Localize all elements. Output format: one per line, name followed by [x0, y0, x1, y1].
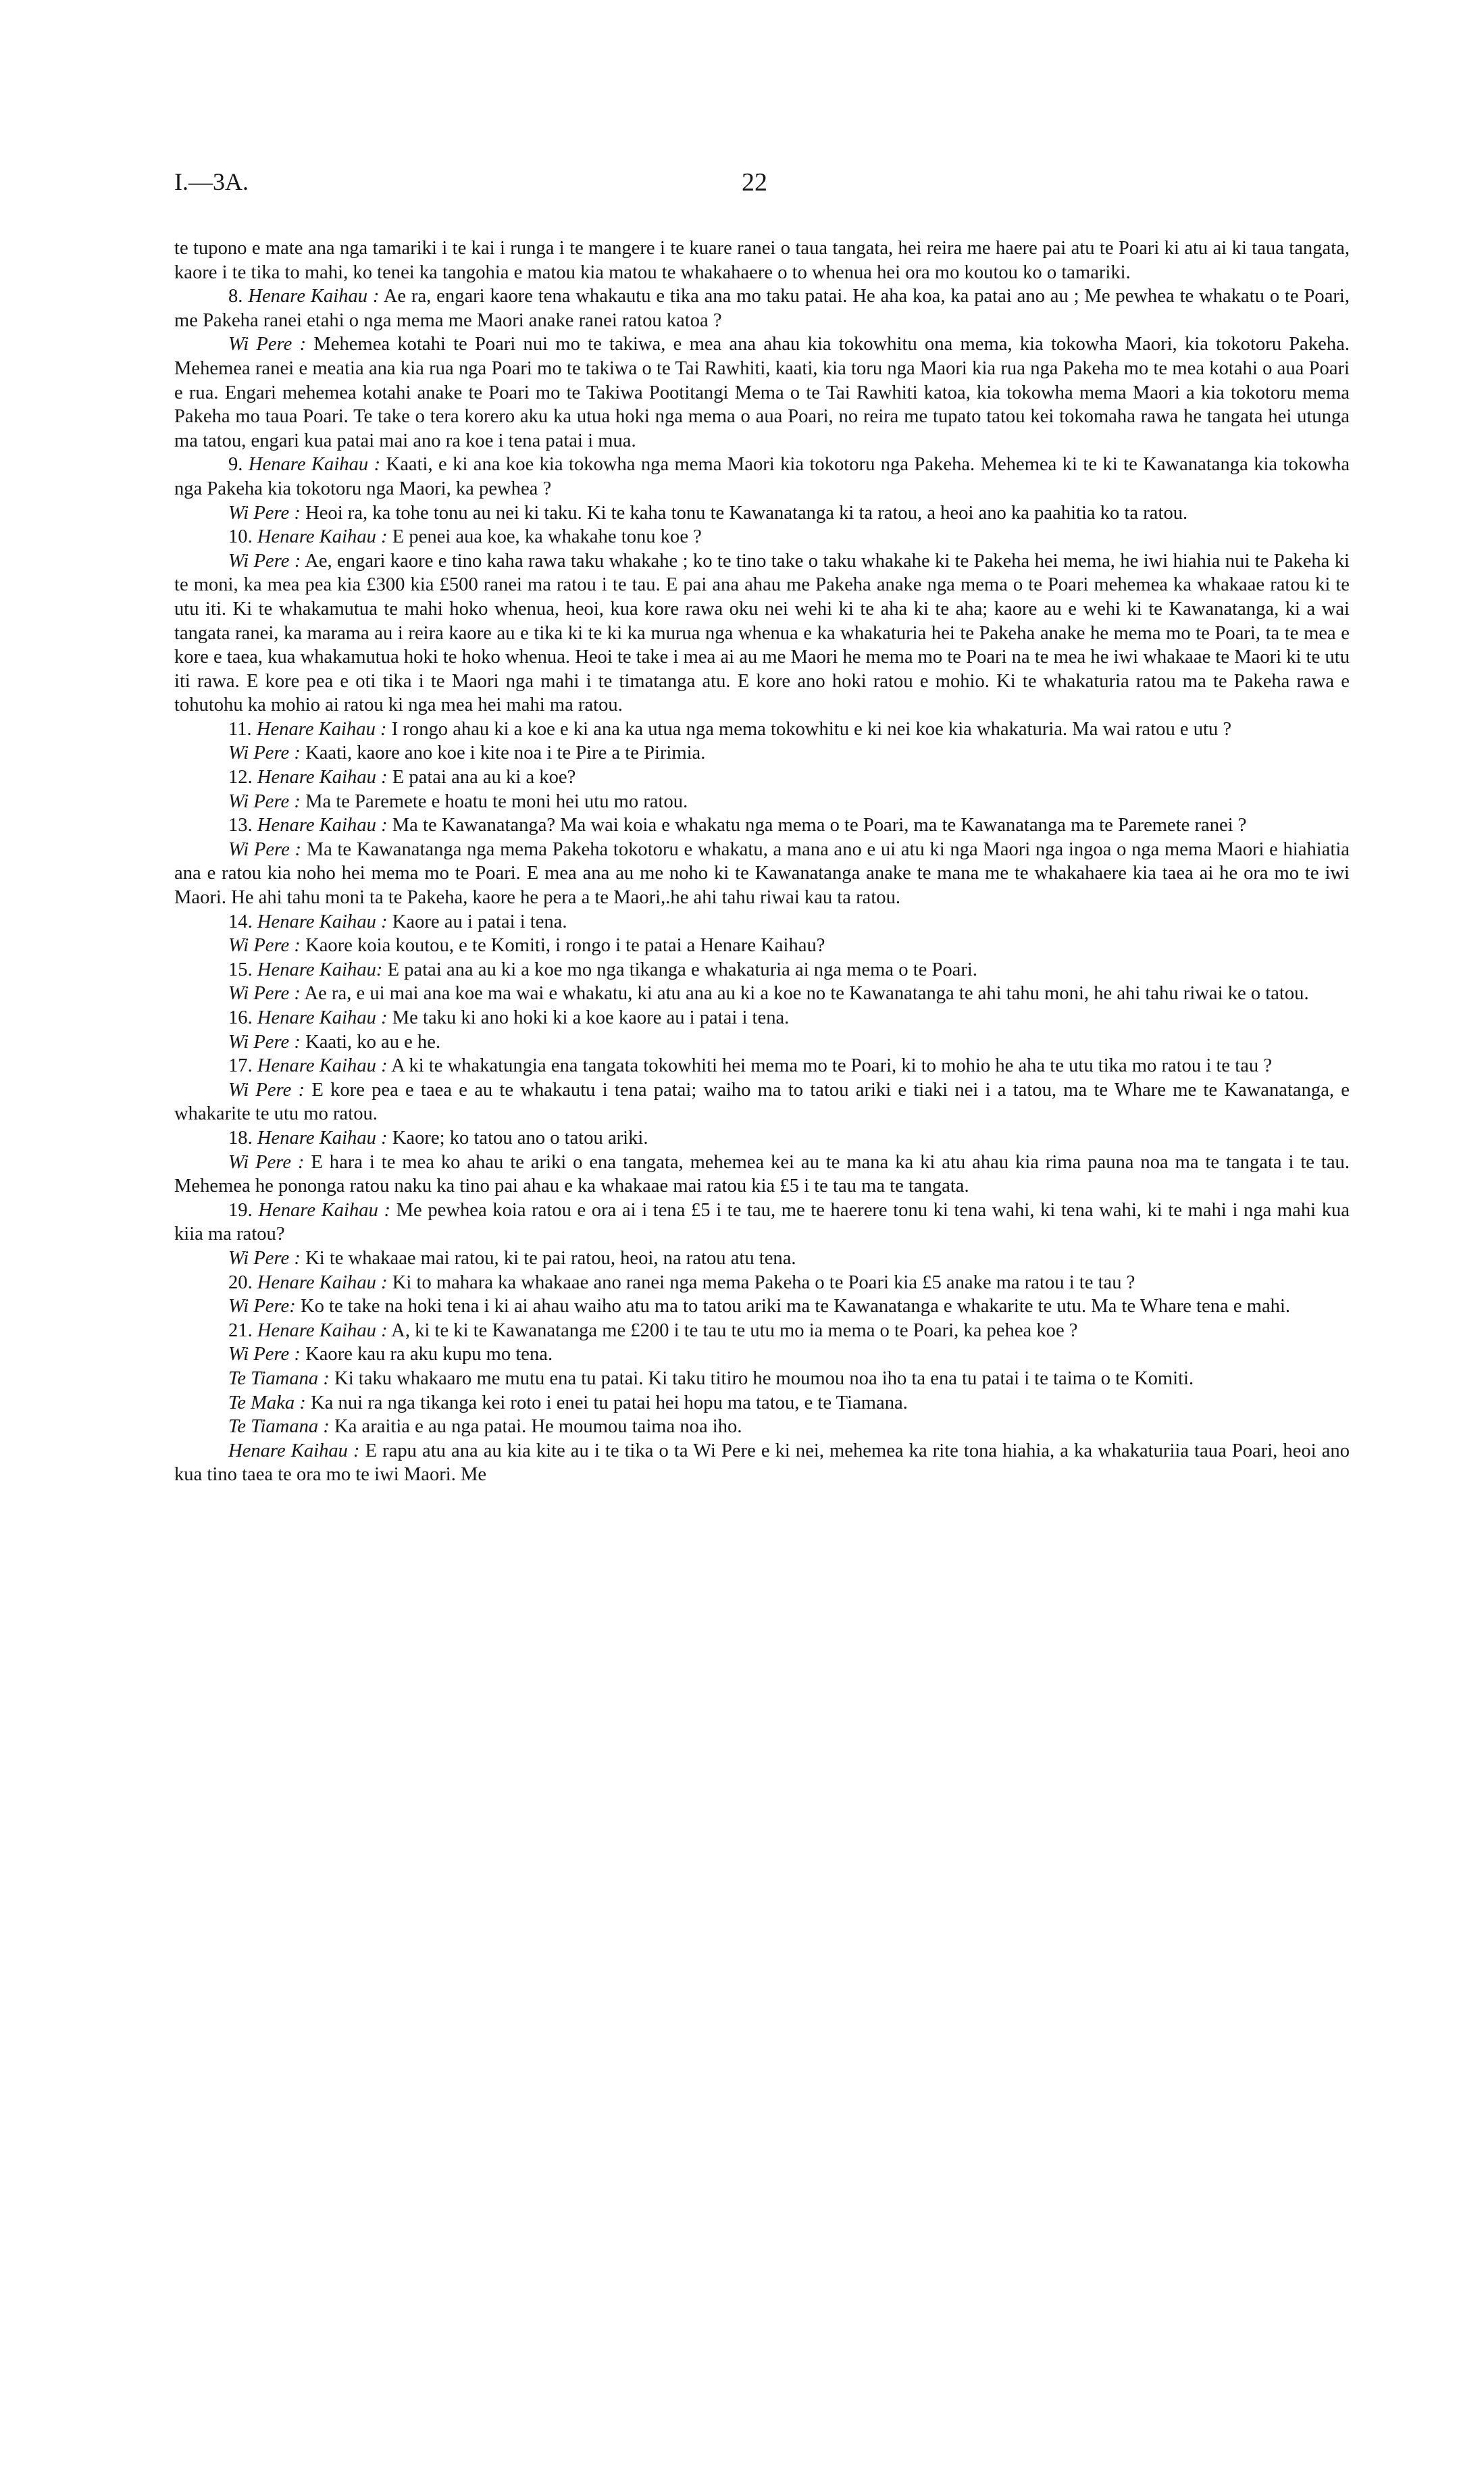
speaker-name: Henare Kaihau : — [257, 526, 388, 548]
speaker-name: Wi Pere: — [228, 1296, 296, 1317]
speech-text: Mehemea kotahi te Poari nui mo te takiwa, e mea ana ahau kia tokowhitu ona mema, kia tokowha Maori, kia tokotoru Pakeha. Mehemea ranei e meatia ana kia rua nga Poari mo te takiwa o te Tai Rawhiti, kaati, kia toru nga Maori kia rua nga Pakeha mo te mea kotahi o aua Poari e rua. Engari mehemea kotahi anake te Poari mo te Takiwa Pootitangi Mema o te Tai Rawhiti katoa, kia tokowha mema Maori a kia tokotoru mema Pakeha mo taua Poari. Te take o tera korero aku ka utua hoki nga mema o aua Poari, no reira me tupato tatou kei tokomaha rawa he tangata hei utunga ma tatou, engari kua patai mai ano ra koe i tena patai i mua. — [174, 334, 1350, 451]
transcript-paragraph — [174, 934, 1350, 958]
question-number: 9. — [228, 454, 249, 476]
speaker-name: Wi Pere : — [228, 1151, 305, 1173]
speaker-name: Wi Pere : — [228, 502, 301, 524]
transcript-paragraph — [174, 1294, 1350, 1319]
speaker-name: Henare Kaihau : — [257, 1319, 388, 1341]
transcript-paragraph — [174, 236, 1350, 284]
speech-text: A ki te whakatungia ena tangata tokowhiti hei mema mo te Poari, ki to mohio he aha te utu tika mo ratou i te tau ? — [387, 1055, 1273, 1077]
speech-text: Ma te Kawanatanga nga mema Pakeha tokotoru e whakatu, a mana ano e ui atu ki nga Maori nga ingoa o nga mema Maori e hiahiatia ana e ratou kia noho hei mema mo te Poari. E mea ana au me noho ki te Kawanatanga anake te mana me te whakahaere kia taea ai he ora mo te iwi Maori. He ahi tahu moni ta te Pakeha, kaore he pera a te Maori,.he ahi tahu riwai kau ta ratou. — [174, 838, 1350, 909]
transcript-paragraph — [174, 910, 1350, 934]
transcript-paragraph — [174, 765, 1350, 790]
question-number: 18. — [228, 1127, 257, 1149]
speaker-name: Wi Pere : — [228, 334, 307, 355]
speech-text: Kaore koia koutou, e te Komiti, i rongo i te patai a Henare Kaihau? — [300, 935, 825, 957]
speaker-name: Wi Pere : — [228, 550, 301, 572]
transcript-paragraph — [174, 284, 1350, 332]
speech-text: Heoi ra, ka tohe tonu au nei ki taku. Ki te kaha tonu te Kawanatanga ki ta ratou, a heoi ano ka paahitia ko ta ratou. — [300, 502, 1188, 524]
speech-text: Ma te Kawanatanga? Ma wai koia e whakatu nga mema o te Poari, ma te Kawanatanga ma te Paremete ranei ? — [387, 815, 1247, 836]
transcript-paragraph — [174, 1078, 1350, 1126]
transcript-paragraph — [174, 1054, 1350, 1078]
speech-text: Ki te whakaae mai ratou, ki te pai ratou, heoi, na ratou atu tena. — [300, 1247, 796, 1269]
speech-text: E hara i te mea ko ahau te ariki o ena tangata, mehemea kei au te mana ka ki atu ahau kia rima pauna noa ma te tangata i te tau. Mehemea he pononga ratou naku ka tino pai ahau e ka whakaae mai ratou kia £5 i te tau ma te tangata. — [174, 1151, 1350, 1197]
transcript-paragraph — [174, 1415, 1350, 1439]
speech-text: E rapu atu ana au kia kite au i te tika o ta Wi Pere e ki nei, mehemea ka rite tona hiahia, a ka whakaturiia taua Poari, heoi ano kua tino taea te ora mo te iwi Maori. Me — [174, 1440, 1350, 1486]
speaker-name: Wi Pere : — [228, 790, 301, 812]
speech-text: Ki to mahara ka whakaae ano ranei nga mema Pakeha o te Poari kia £5 anake ma ratou i te tau ? — [387, 1272, 1135, 1293]
speaker-name: Henare Kaihau : — [257, 911, 388, 932]
question-number: 14. — [228, 911, 257, 932]
speaker-name: Te Tiamana : — [228, 1367, 330, 1389]
speaker-name: Henare Kaihau : — [257, 767, 388, 788]
speaker-name: Wi Pere : — [228, 1344, 301, 1365]
speech-text: Ae ra, engari kaore tena whakautu e tika ana mo taku patai. He aha koa, ka patai ano au ; Me pewhea te whakatu o te Poari, me Pakeha ranei etahi o nga mema me Maori anake ranei ratou katoa ? — [174, 286, 1350, 331]
transcript-paragraph — [174, 1006, 1350, 1030]
speaker-name: Henare Kaihau : — [248, 454, 381, 476]
speech-text: Kaore kau ra aku kupu mo tena. — [300, 1344, 553, 1365]
speaker-name: Henare Kaihau : — [257, 1127, 388, 1149]
speaker-name: Wi Pere : — [228, 1079, 305, 1101]
transcript-paragraph — [174, 1151, 1350, 1199]
transcript-paragraph — [174, 1319, 1350, 1343]
question-number: 20. — [228, 1272, 257, 1293]
speaker-name: Henare Kaihau : — [257, 1007, 388, 1028]
transcript-paragraph — [174, 1342, 1350, 1367]
speaker-name: Te Tiamana : — [228, 1416, 330, 1438]
speech-text: Ae, engari kaore e tino kaha rawa taku whakahe ; ko te tino take o taku whakahe ki te Pakeha hei mema, he iwi hiahia nui te Pakeha ki te moni, ka mea pea kia £300 kia £500 ranei ma ratou i te tau. E pai ana ahau me Pakeha anake nga mema o te Poari mehemea ka whakaae ratou ki te utu iti. Ki te whakamutua te mahi hoko whenua, heoi, kua kore rawa oku nei wehi ki te aha ki te aha; kaore au e wehi ki te Kawanatanga, ki a wai tangata ranei, ka marama au i reira kaore au e tika ki te ki ka murua nga whenua e ka whakaturia hei te Pakeha anake he mema mo te Poari, ta te mea e kore e taea, kua whakamutua hoki te hoko whenua. Heoi te take i mea ai au me Maori he mema mo te Poari na te mea he iwi whakaae te Maori ki te utu iti rawa. E kore pea e oti tika i te Maori nga mahi i te timatanga atu. E kore ano hoki ratou e mohio. Ki te whakaturia ratou ma te Pakeha rawa e tohutohu ka mohio ai ratou ki nga mea hei mahi ma ratou. — [174, 550, 1350, 716]
speech-text: Me pewhea koia ratou e ora ai i tena £5 i te tau, me te haerere tonu ki tena wahi, ki tena wahi, ki te mahi i nga mahi kua kiia ma ratou? — [174, 1199, 1350, 1245]
transcript-paragraph — [174, 1030, 1350, 1055]
speaker-name: Henare Kaihau : — [257, 1055, 388, 1077]
speech-text: te tupono e mate ana nga tamariki i te kai i runga i te mangere i te kuare ranei o taua tangata, hei reira me haere pai atu te Poari ki atu ai ki taua tangata, kaore i te tika to mahi, ko tenei ka tangohia e matou kia matou te whakahaere o to whenua hei ora mo koutou ko o tamariki. — [174, 238, 1350, 283]
speaker-name: Wi Pere : — [228, 838, 301, 860]
transcript-paragraph — [174, 958, 1350, 982]
speaker-name: Henare Kaihau : — [257, 1272, 388, 1293]
question-number: 16. — [228, 1007, 257, 1028]
speech-text: E kore pea e taea e au te whakautu i tena patai; waiho ma to tatou ariki e tiaki nei i a tatou, ma te Whare me te Kawanatanga, e whakarite te utu mo ratou. — [174, 1079, 1350, 1125]
speaker-name: Wi Pere : — [228, 1031, 301, 1053]
document-reference: I.—3A. — [174, 168, 249, 195]
speech-text: E penei aua koe, ka whakahe tonu koe ? — [387, 526, 702, 548]
transcript-body — [174, 236, 1350, 1487]
speaker-name: Henare Kaihau : — [248, 286, 380, 307]
speaker-name: Henare Kaihau: — [257, 959, 383, 980]
transcript-paragraph — [174, 549, 1350, 718]
speech-text: E patai ana au ki a koe? — [387, 767, 576, 788]
transcript-paragraph — [174, 838, 1350, 910]
speaker-name: Henare Kaihau : — [258, 1199, 391, 1221]
speech-text: Kaore; ko tatou ano o tatou ariki. — [387, 1127, 648, 1149]
speaker-name: Wi Pere : — [228, 935, 301, 957]
speech-text: Ma te Paremete e hoatu te moni hei utu mo ratou. — [300, 790, 688, 812]
transcript-paragraph — [174, 332, 1350, 453]
question-number: 21. — [228, 1319, 257, 1341]
question-number: 11. — [228, 718, 257, 740]
speech-text: Kaati, ko au e he. — [300, 1031, 441, 1053]
transcript-paragraph — [174, 1439, 1350, 1487]
speech-text: Ka araitia e au nga patai. He moumou taima noa iho. — [329, 1416, 742, 1438]
speech-text: Ka nui ra nga tikanga kei roto i enei tu patai hei hopu ma tatou, e te Tiamana. — [305, 1392, 908, 1413]
question-number: 12. — [228, 767, 257, 788]
transcript-paragraph — [174, 1271, 1350, 1295]
speech-text: E patai ana au ki a koe mo nga tikanga e whakaturia ai nga mema o te Poari. — [382, 959, 977, 980]
transcript-paragraph — [174, 1126, 1350, 1151]
speech-text: Ko te take na hoki tena i ki ai ahau waiho atu ma to tatou ariki ma te Kawanatanga e whakarite te utu. Ma te Whare tena e mahi. — [295, 1296, 1291, 1317]
transcript-paragraph — [174, 1247, 1350, 1271]
speaker-name: Henare Kaihau : — [257, 815, 388, 836]
speech-text: Kaati, e ki ana koe kia tokowha nga mema Maori kia tokotoru nga Pakeha. Mehemea ki te ki te Kawanatanga kia tokowha nga Pakeha kia tokotoru nga Maori, ka pewhea ? — [174, 454, 1350, 499]
transcript-paragraph — [174, 1199, 1350, 1247]
speech-text: Kaati, kaore ano koe i kite noa i te Pire a te Pirimia. — [300, 743, 706, 764]
transcript-paragraph — [174, 525, 1350, 549]
question-number: 8. — [228, 286, 249, 307]
speaker-name: Henare Kaihau : — [228, 1440, 360, 1461]
question-number: 13. — [228, 815, 257, 836]
question-number: 17. — [228, 1055, 257, 1077]
speaker-name: Henare Kaihau : — [256, 718, 387, 740]
transcript-paragraph — [174, 1367, 1350, 1391]
speech-text: A, ki te ki te Kawanatanga me £200 i te tau te utu mo ia mema o te Poari, ka pehea koe ? — [387, 1319, 1078, 1341]
speaker-name: Wi Pere : — [228, 983, 301, 1005]
transcript-paragraph — [174, 741, 1350, 765]
speaker-name: Wi Pere : — [228, 1247, 301, 1269]
transcript-paragraph — [174, 813, 1350, 838]
transcript-paragraph — [174, 718, 1350, 742]
transcript-paragraph — [174, 790, 1350, 814]
page-number: 22 — [742, 168, 767, 197]
transcript-paragraph — [174, 982, 1350, 1006]
speech-text: I rongo ahau ki a koe e ki ana ka utua nga mema tokowhitu e ki nei koe kia whakaturia. Ma wai ratou e utu ? — [386, 718, 1232, 740]
speech-text: Me taku ki ano hoki ki a koe kaore au i patai i tena. — [387, 1007, 790, 1028]
transcript-paragraph — [174, 1391, 1350, 1415]
page-header — [174, 168, 1350, 208]
speaker-name: Te Maka : — [228, 1392, 306, 1413]
speech-text: Ki taku whakaaro me mutu ena tu patai. Ki taku titiro he moumou noa iho ta ena tu patai i te taima o te Komiti. — [329, 1367, 1194, 1389]
speech-text: Kaore au i patai i tena. — [387, 911, 567, 932]
transcript-paragraph — [174, 453, 1350, 501]
speaker-name: Wi Pere : — [228, 743, 301, 764]
speech-text: Ae ra, e ui mai ana koe ma wai e whakatu, ki atu ana au ki a koe no te Kawanatanga te ahi tahu moni, he ahi tahu riwai ke o tatou. — [300, 983, 1309, 1005]
question-number: 19. — [228, 1199, 259, 1221]
question-number: 15. — [228, 959, 257, 980]
transcript-paragraph — [174, 501, 1350, 526]
question-number: 10. — [228, 526, 257, 548]
